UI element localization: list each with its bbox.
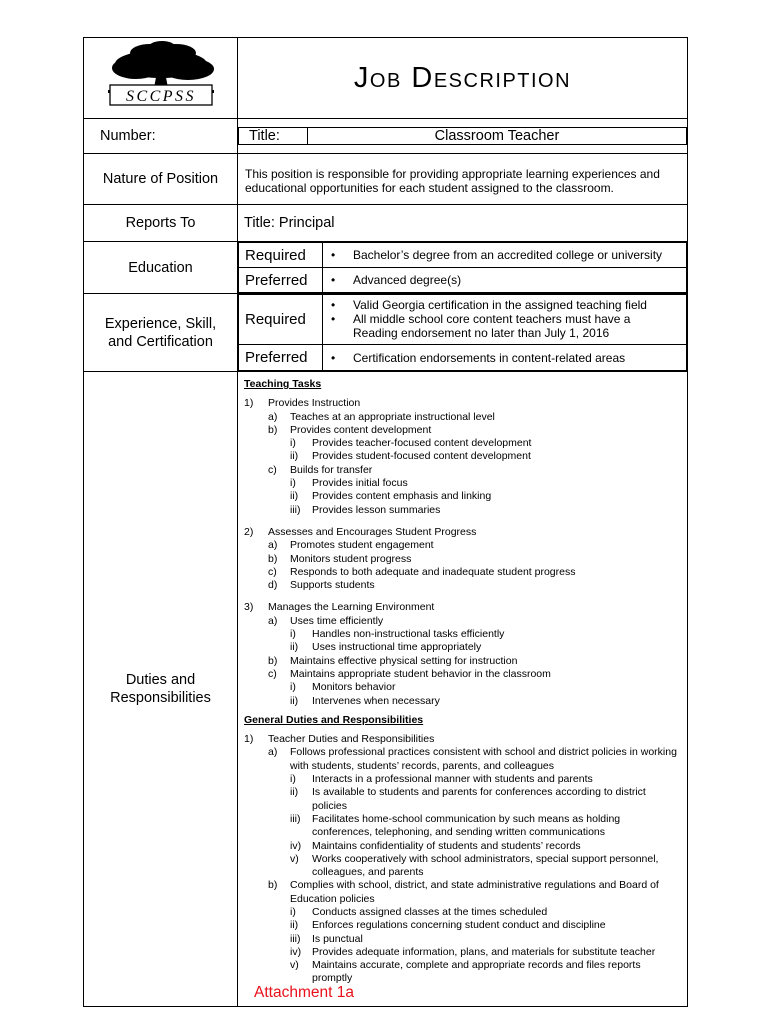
list-item [244, 773, 679, 786]
document-title-text: Job Description [353, 61, 572, 94]
document-title-cell [238, 38, 688, 119]
item-number: c) [268, 463, 277, 476]
list-item [244, 655, 679, 668]
item-text: Provides content development [290, 423, 432, 436]
item-number: ii) [290, 919, 299, 932]
teaching-tasks-list [244, 397, 679, 708]
item-text: Enforces regulations concerning student conduct and discipline [312, 919, 606, 932]
education-preferred-list [323, 273, 686, 287]
item-text: Is punctual [312, 932, 363, 945]
item-number: i) [290, 905, 296, 918]
list-item [244, 853, 679, 880]
item-number: ii) [290, 694, 299, 707]
item-text: Follows professional practices consistent with school and district policies in working with students, students’ records, parents, and colleagues [290, 746, 677, 772]
item-number: b) [268, 879, 278, 892]
document-title [354, 63, 571, 93]
list-item [244, 946, 679, 959]
logo-cell [84, 38, 238, 119]
item-number: a) [268, 539, 278, 552]
duties-label-line1: Duties and [125, 672, 196, 688]
item-number: iii) [290, 503, 301, 516]
item-number: a) [268, 410, 278, 423]
job-description-table [83, 37, 688, 1007]
item-number: iv) [290, 839, 302, 852]
item-text: Provides adequate information, plans, and materials for substitute teacher [312, 945, 656, 958]
list-item [244, 906, 679, 919]
list-item [244, 840, 679, 853]
list-item [244, 464, 679, 477]
item-text: Provides lesson summaries [312, 503, 441, 516]
item-text: Conducts assigned classes at the times scheduled [312, 905, 548, 918]
list-item [244, 490, 679, 503]
list-item: • Bachelor’s degree from an accredited college or university [353, 248, 686, 262]
experience-cell [238, 294, 688, 372]
list-item [244, 746, 679, 773]
item-number: ii) [290, 641, 299, 654]
item-number: v) [290, 959, 299, 972]
item-number: iii) [290, 812, 301, 825]
item-text: Assesses and Encourages Student Progress [268, 525, 477, 538]
item-number: iv) [290, 945, 302, 958]
list-item [244, 504, 679, 517]
item-text: Provides content emphasis and linking [312, 490, 492, 503]
list-item [244, 539, 679, 552]
list-item [244, 933, 679, 946]
list-item [244, 695, 679, 708]
list-item [244, 526, 679, 539]
reports-to-value: Title: Principal [238, 205, 688, 242]
reports-to-label: Reports To [84, 205, 238, 242]
list-item [244, 553, 679, 566]
number-label: Number: [100, 128, 156, 144]
title-row [238, 119, 688, 154]
experience-required-list [323, 298, 682, 340]
item-number: i) [290, 628, 296, 641]
list-item [244, 450, 679, 463]
item-number: i) [290, 437, 296, 450]
list-item [244, 681, 679, 694]
experience-label [84, 294, 238, 372]
item-text: Facilitates home-school communication by such means as holding conferences, telephoning, and sending written communications [312, 812, 621, 839]
item-text: Builds for transfer [290, 463, 373, 476]
duties-label [84, 372, 238, 1007]
list-item [244, 579, 679, 592]
list-item [244, 813, 679, 840]
general-duties-list [244, 733, 679, 986]
teaching-tasks-heading: Teaching Tasks [244, 378, 322, 390]
list-item [244, 919, 679, 932]
item-number: 3) [244, 601, 254, 614]
list-item [244, 668, 679, 681]
item-text: Maintains confidentiality of students and students’ records [312, 839, 581, 852]
list-item [244, 615, 679, 628]
item-text: Handles non-instructional tasks efficiently [312, 628, 505, 641]
item-number: c) [268, 565, 277, 578]
item-text: Uses instructional time appropriately [312, 641, 482, 654]
item-number: b) [268, 423, 278, 436]
attachment-label: Attachment 1a [254, 984, 354, 1001]
item-text: Provides initial focus [312, 477, 408, 490]
experience-label-line1: Experience, Skill, [104, 315, 217, 332]
experience-preferred-list [323, 351, 686, 365]
item-number: v) [290, 852, 299, 865]
item-text: Uses time efficiently [290, 614, 384, 627]
item-text: Maintains effective physical setting for instruction [290, 654, 518, 667]
item-number: d) [268, 579, 278, 592]
item-number: iii) [290, 932, 301, 945]
nature-text: This position is responsible for providing appropriate learning experiences and educational opportunities for each student assigned to the classroom. [238, 154, 688, 205]
item-text: Promotes student engagement [290, 539, 434, 552]
item-number: i) [290, 477, 296, 490]
item-text: Teaches at an appropriate instructional level [290, 410, 495, 423]
item-text: Teacher Duties and Responsibilities [268, 733, 435, 746]
item-text: Works cooperatively with school administrators, special support personnel, colleagues, and parents [312, 852, 659, 879]
list-item [244, 628, 679, 641]
item-number: b) [268, 654, 278, 667]
item-number: ii) [290, 450, 299, 463]
job-description-page [83, 37, 687, 1007]
item-number: b) [268, 552, 278, 565]
item-number: 2) [244, 525, 254, 538]
experience-label-line2: and Certification [108, 333, 213, 350]
item-number: a) [268, 614, 278, 627]
list-item: • Certification endorsements in content-related areas [353, 351, 686, 365]
list-item: • Advanced degree(s) [353, 273, 686, 287]
item-number: c) [268, 667, 277, 680]
list-item [244, 879, 679, 906]
duties-label-line2: Responsibilities [110, 690, 211, 706]
logo-text: SCCPSS [125, 88, 197, 105]
list-item [244, 477, 679, 490]
item-text: Complies with school, district, and state administrative regulations and Board of Education policies [290, 879, 659, 905]
item-text: Maintains appropriate student behavior in the classroom [290, 667, 551, 680]
item-text: Intervenes when necessary [312, 694, 440, 707]
list-item [244, 437, 679, 450]
education-preferred-label: Preferred [239, 268, 323, 293]
item-text: Interacts in a professional manner with students and parents [312, 773, 593, 786]
education-cell [238, 242, 688, 294]
item-number: a) [268, 746, 278, 759]
education-required-label: Required [239, 243, 323, 268]
list-item: • Valid Georgia certification in the assigned teaching field [353, 298, 682, 312]
item-number: 1) [244, 733, 254, 746]
item-text: Is available to students and parents for conferences according to district policies [312, 786, 646, 812]
sccpss-logo [84, 38, 238, 113]
experience-required-label: Required [239, 295, 323, 345]
item-text: Supports students [290, 579, 375, 592]
general-duties-heading: General Duties and Responsibilities [244, 713, 424, 726]
list-item [244, 566, 679, 579]
item-number: 1) [244, 397, 254, 410]
item-number: i) [290, 681, 296, 694]
list-item [244, 959, 679, 986]
title-value: Classroom Teacher [308, 128, 687, 145]
item-text: Monitors student progress [290, 552, 412, 565]
education-label: Education [84, 242, 238, 294]
item-text: Provides Instruction [268, 397, 361, 410]
number-cell [84, 119, 238, 154]
list-item [244, 411, 679, 424]
item-text: Manages the Learning Environment [268, 601, 435, 614]
list-item: • All middle school core content teachers must have a Reading endorsement no later than July 1, 2016 [353, 312, 682, 340]
item-text: Monitors behavior [312, 681, 396, 694]
item-number: i) [290, 773, 296, 786]
title-label: Title: [239, 128, 308, 145]
list-item [244, 424, 679, 437]
experience-preferred-label: Preferred [239, 345, 323, 371]
list-item [244, 733, 679, 746]
item-text: Provides teacher-focused content development [312, 437, 532, 450]
nature-label: Nature of Position [84, 154, 238, 205]
item-text: Provides student-focused content development [312, 450, 531, 463]
list-item [244, 397, 679, 410]
duties-cell [238, 372, 688, 1007]
item-text: Maintains accurate, complete and appropriate records and files reports promptly [312, 959, 641, 985]
item-text: Responds to both adequate and inadequate student progress [290, 565, 576, 578]
item-number: ii) [290, 786, 299, 799]
list-item [244, 601, 679, 614]
education-required-list [323, 248, 686, 262]
list-item [244, 641, 679, 654]
item-number: ii) [290, 490, 299, 503]
list-item [244, 786, 679, 813]
